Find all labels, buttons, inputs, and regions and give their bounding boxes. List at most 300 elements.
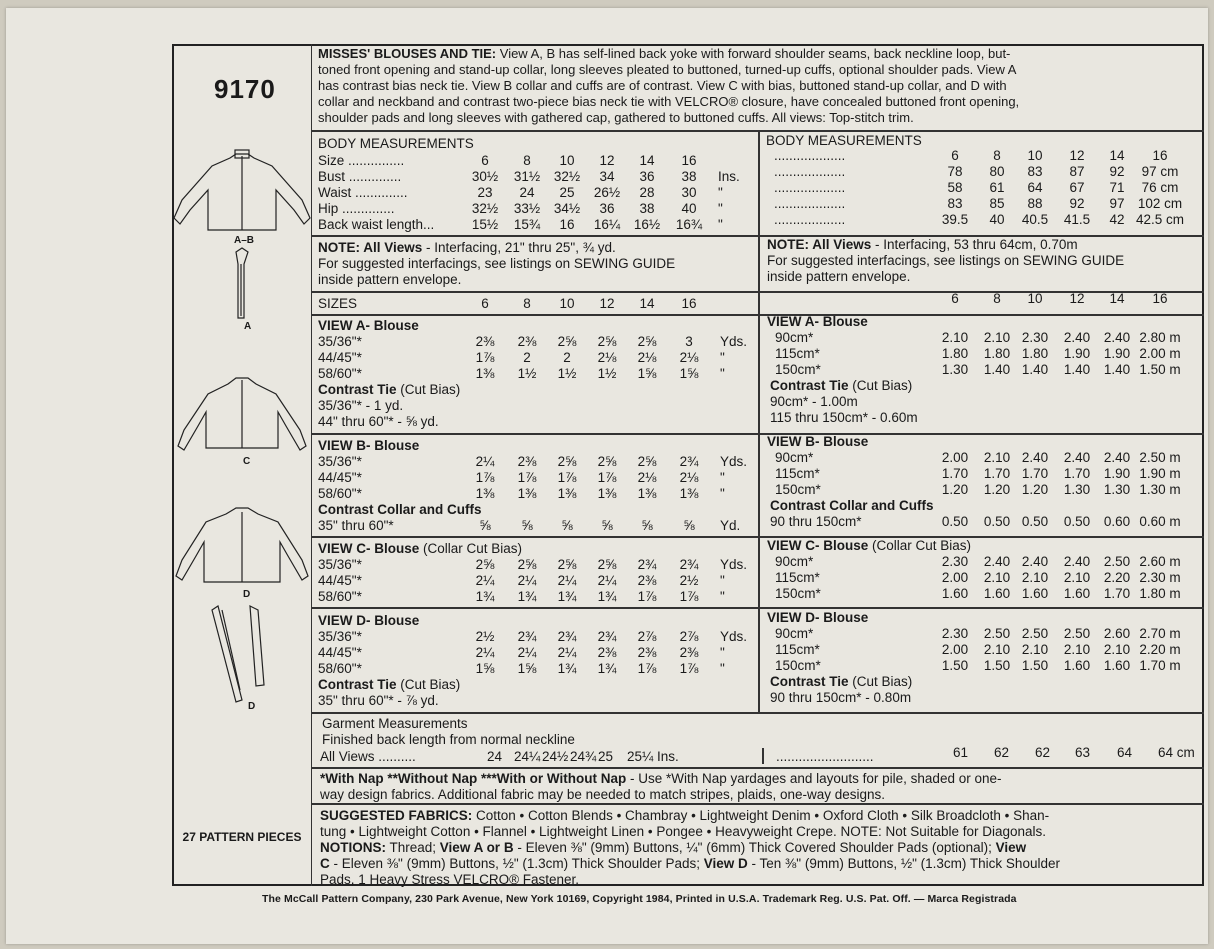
fabric-width: 44/45"*: [318, 350, 362, 365]
yardage-value: 2¼: [557, 645, 577, 660]
measurement-value: 83: [1027, 164, 1043, 179]
garment-length-value: 62: [994, 745, 1010, 760]
text: - Use *With Nap yardages and layouts for pile, shaded or one-: [626, 771, 1002, 786]
yardage-value: 2¾: [597, 629, 617, 644]
yardage-value: 1⅜: [557, 486, 577, 501]
fabric-width: 58/60"*: [318, 661, 362, 676]
measurement-value: 38: [681, 169, 697, 184]
yardage-value: 1¾: [597, 661, 617, 676]
size-value: 8: [523, 296, 531, 311]
interfacing-note: [318, 240, 616, 255]
view-heading: [318, 318, 419, 333]
meterage-value: 2.00 m: [1139, 346, 1181, 361]
measurement-value: 30½: [471, 169, 499, 184]
measurement-value: 61: [989, 180, 1005, 195]
bold-text: Contrast Tie: [318, 382, 397, 397]
meterage-value: 1.60: [1063, 658, 1091, 673]
contrast-line: [318, 398, 403, 413]
yardage-value: 1⅞: [517, 470, 537, 485]
tie-a-icon: [236, 248, 248, 318]
fabric-width: 90cm*: [775, 330, 814, 345]
measurement-value: 6: [481, 153, 489, 168]
bold-text: Contrast Tie: [318, 677, 397, 692]
meterage-value: 1.90: [1103, 346, 1131, 361]
text: - Ten ⅜" (9mm) Buttons, ½" (1.3cm) Thick Shoulder: [747, 856, 1060, 871]
fabric-width: 150cm*: [775, 658, 821, 673]
view-heading: [767, 434, 868, 449]
yardage-value: 1¾: [557, 661, 577, 676]
measurement-value: 33½: [513, 201, 541, 216]
measurement-value: 8: [993, 148, 1001, 163]
meterage-value: 2.10: [1021, 642, 1049, 657]
meterage-value: 2.50: [1063, 626, 1091, 641]
body-measurements-heading: BODY MEASUREMENTS: [766, 133, 922, 148]
measurement-value: 38: [639, 201, 655, 216]
measurement-value: 87: [1069, 164, 1085, 179]
meterage-value: 1.30: [1063, 482, 1091, 497]
unit: Yds.: [720, 334, 748, 349]
yardage-value: 2⅛: [679, 470, 699, 485]
garment-measurements-heading: Garment Measurements: [322, 716, 468, 731]
unit: ": [720, 366, 725, 381]
measurement-value: 40: [681, 201, 697, 216]
measurement-value: 40: [989, 212, 1005, 227]
yardage-value: 2⅝: [637, 454, 657, 469]
notions: [320, 856, 1060, 871]
yardage-value: 2: [523, 350, 531, 365]
text: inside pattern envelope.: [767, 269, 911, 284]
contrast-line: [770, 410, 918, 425]
fabric-width: 58/60"*: [318, 486, 362, 501]
yardage-value: 2⅜: [679, 645, 699, 660]
unit: Yds.: [720, 629, 748, 644]
measurement-value: 76 cm: [1141, 180, 1179, 195]
fabric-width: 35" thru 60"*: [318, 518, 394, 533]
measurement-value: 88: [1027, 196, 1043, 211]
text: (Cut Bias): [848, 674, 913, 689]
yardage-value: 2⅜: [637, 573, 657, 588]
size-value: 6: [951, 291, 959, 306]
meterage-value: 1.40: [983, 362, 1011, 377]
unit: Yds.: [720, 454, 748, 469]
meterage-value: 2.50: [983, 626, 1011, 641]
text: - Eleven ⅜" (9mm) Buttons, ¼" (6mm) Thick Covered Shoulder Pads (optional);: [513, 840, 996, 855]
nap-note: [320, 787, 885, 802]
yardage-value: 1⅜: [475, 486, 495, 501]
meterage-value: 2.40: [1021, 450, 1049, 465]
text: Thread;: [386, 840, 440, 855]
garment-length-value: 25: [598, 749, 614, 764]
unit: ": [718, 217, 723, 232]
size-value: 12: [1069, 291, 1085, 306]
meterage-value: 2.40: [1063, 330, 1091, 345]
contrast-line: [770, 674, 912, 689]
meterage-value: 1.70: [1103, 586, 1131, 601]
yardage-value: 1⅝: [517, 661, 537, 676]
measurement-value: 83: [947, 196, 963, 211]
size-value: 8: [993, 291, 1001, 306]
fabric-width: 44/45"*: [318, 573, 362, 588]
body-measurements-heading: BODY MEASUREMENTS: [318, 136, 474, 151]
meterage-value: 2.10: [983, 570, 1011, 585]
text: Pads, 1 Heavy Stress VELCRO® Fastener.: [320, 872, 580, 887]
meterage-value: 2.00: [941, 642, 969, 657]
bold-text: **Without Nap: [387, 771, 478, 786]
text: way design fabrics. Additional fabric may be needed to match stripes, plaids, one-way designs.: [320, 787, 886, 802]
measurement-value: 71: [1109, 180, 1125, 195]
separator: [762, 748, 764, 764]
yardage-value: 2¾: [679, 557, 699, 572]
yardage-value: 2⅜: [475, 334, 495, 349]
fabric-width: 90cm*: [775, 554, 814, 569]
bold-text: VIEW C: [318, 541, 367, 556]
unit: ": [720, 645, 725, 660]
size-value: 6: [481, 296, 489, 311]
blouse-c-icon: [178, 378, 306, 450]
fabric-width: 90cm*: [775, 626, 814, 641]
yardage-value: ⅝: [521, 518, 533, 533]
meterage-value: 1.40: [1063, 362, 1091, 377]
meterage-value: 1.60: [941, 586, 969, 601]
bold-text: MISSES' BLOUSES AND TIE:: [318, 46, 497, 61]
nap-note: [320, 771, 1001, 786]
yardage-value: 2⅞: [637, 629, 657, 644]
meterage-value: 2.00: [941, 570, 969, 585]
measurement-value: 64: [1027, 180, 1043, 195]
meterage-value: 2.10: [1021, 570, 1049, 585]
bold-text: VIEW B: [318, 438, 367, 453]
meterage-value: 1.60: [983, 586, 1011, 601]
meterage-value: 2.40: [1063, 450, 1091, 465]
meterage-value: 0.50: [983, 514, 1011, 529]
yardage-value: 2⅝: [557, 557, 577, 572]
measurement-value: 15½: [471, 217, 499, 232]
yardage-value: 1¾: [517, 589, 537, 604]
meterage-value: 2.40: [1103, 450, 1131, 465]
view-label: D: [243, 589, 251, 600]
meterage-value: 2.10: [983, 642, 1011, 657]
meterage-value: 1.80: [1021, 346, 1049, 361]
yardage-value: 2¾: [557, 629, 577, 644]
bold-text: VIEW D: [767, 610, 816, 625]
yardage-value: 1½: [557, 366, 577, 381]
yardage-value: 1⅞: [679, 661, 699, 676]
yardage-value: 1⅝: [679, 366, 699, 381]
bold-text: NOTIONS:: [320, 840, 386, 855]
contrast-line: [318, 677, 460, 692]
unit: ": [718, 201, 723, 216]
pattern-number: 9170: [214, 74, 276, 104]
text: For suggested interfacings, see listings on SEWING GUIDE: [318, 256, 676, 271]
notions: [320, 872, 579, 887]
contrast-heading: Contrast Collar and Cuffs: [770, 498, 934, 513]
yardage-value: ⅝: [641, 518, 653, 533]
yardage-value: 3: [685, 334, 693, 349]
measurement-value: 26½: [593, 185, 621, 200]
bold-text: ***With or Without Nap: [481, 771, 627, 786]
yardage-value: 2⅜: [517, 334, 537, 349]
description-line: [318, 62, 1016, 77]
view-label: C: [243, 456, 251, 467]
view-label: A: [244, 321, 252, 332]
bold-text: - Blouse: [815, 434, 869, 449]
meterage-value: 1.50: [983, 658, 1011, 673]
meterage-value: 1.80: [983, 346, 1011, 361]
measurement-value: 41.5: [1063, 212, 1091, 227]
text: tung • Lightweight Cotton • Flannel • Lightweight Linen • Pongee • Heavyweight Crepe. NOTE: Not Suitable for Diagonals.: [320, 824, 1047, 839]
text: NOTE: All Views - Interfacing, 53 thru 64cm, 0.70m: [767, 237, 1078, 252]
unit: ": [720, 573, 725, 588]
measurement-value: 36: [599, 201, 615, 216]
size-value: 10: [1027, 291, 1043, 306]
meterage-value: 1.80 m: [1139, 586, 1181, 601]
view-heading: [318, 613, 419, 628]
fabric-width: 44/45"*: [318, 645, 362, 660]
yardage-value: 2¼: [557, 573, 577, 588]
garment-length-value: 62: [1035, 745, 1051, 760]
unit: Yds.: [720, 557, 748, 572]
meterage-value: 0.60: [1103, 514, 1131, 529]
text: (Cut Bias): [396, 382, 461, 397]
meterage-value: 1.60: [1103, 658, 1131, 673]
garment-length-value: 24¼: [514, 749, 541, 764]
view-label: A–B: [234, 235, 255, 246]
fabric-width: 115cm*: [775, 642, 820, 657]
meterage-value: 1.60: [1021, 586, 1049, 601]
meterage-value: 1.40: [1103, 362, 1131, 377]
meterage-value: 0.50: [1063, 514, 1091, 529]
yardage-value: 2¾: [517, 629, 537, 644]
meterage-value: 2.10: [983, 450, 1011, 465]
measurement-value: 16: [559, 217, 575, 232]
fabric-width: 35/36"*: [318, 334, 362, 349]
measurement-value: 97: [1109, 196, 1125, 211]
contrast-line: [770, 394, 858, 409]
bold-text: Contrast Tie: [770, 378, 849, 393]
bold-text: VIEW B: [767, 434, 816, 449]
yardage-value: 1¾: [475, 589, 495, 604]
fabric-width: 58/60"*: [318, 366, 362, 381]
contrast-line: [318, 693, 439, 708]
contrast-line: [318, 414, 439, 429]
yardage-value: 2¼: [517, 645, 537, 660]
yardage-value: 1⅞: [637, 661, 657, 676]
size-value: 14: [639, 296, 655, 311]
all-views-label: All Views ..........: [320, 749, 416, 764]
garment-illustrations: [172, 140, 312, 720]
measurement-label: Hip ..............: [318, 201, 395, 216]
description-line: [318, 110, 914, 125]
garment-length-value: 64: [1117, 745, 1133, 760]
text: (Cut Bias): [396, 677, 461, 692]
yardage-value: 2¼: [597, 573, 617, 588]
measurement-label: ...................: [774, 164, 846, 179]
text: (Cut Bias): [848, 378, 913, 393]
size-value: 14: [1109, 291, 1125, 306]
bold-text: - Blouse: [366, 613, 420, 628]
interfacing-note: [767, 253, 1124, 268]
sizes-heading: SIZES: [318, 296, 358, 311]
fabric-width: 115cm*: [775, 346, 820, 361]
yardage-value: 1⅞: [475, 470, 495, 485]
pattern-pieces: 27 PATTERN PIECES: [182, 830, 302, 844]
garment-length-value: 63: [1075, 745, 1091, 760]
text: 35/36"* - 1 yd.: [318, 398, 404, 413]
measurement-value: 40.5: [1021, 212, 1049, 227]
size-value: 12: [599, 296, 615, 311]
garment-length-value: 64 cm: [1158, 745, 1195, 760]
bold-text: SUGGESTED FABRICS:: [320, 808, 473, 823]
yardage-value: 2½: [475, 629, 495, 644]
measurement-value: 10: [1027, 148, 1043, 163]
publisher-footer: The McCall Pattern Company, 230 Park Avenue, New York 10169, Copyright 1984, Printed in U.S.A. Trademark Reg. U.S. Pat. Off. — Marca Registrada: [262, 893, 1017, 905]
measurement-label: ...................: [774, 180, 846, 195]
unit: ": [720, 350, 725, 365]
measurement-value: 16¼: [593, 217, 621, 232]
size-value: 10: [559, 296, 575, 311]
yardage-value: 2⅝: [597, 557, 617, 572]
suggested-fabrics: [320, 808, 1049, 823]
yardage-value: ⅝: [683, 518, 695, 533]
garment-measurements-note: Finished back length from normal neckline: [322, 732, 575, 747]
yardage-value: ⅝: [601, 518, 613, 533]
meterage-value: 2.30: [941, 626, 969, 641]
measurement-value: 78: [947, 164, 963, 179]
measurement-value: 85: [989, 196, 1005, 211]
measurement-value: 31½: [513, 169, 541, 184]
text: has contrast bias neck tie. View B collar and cuffs are of contrast. View C with bias, buttoned stand-up collar, and D with: [318, 78, 1007, 93]
text: View A, B has self-lined back yoke with forward shoulder seams, back neckline loop, but-: [496, 46, 1011, 61]
meterage-value: 1.20: [1021, 482, 1049, 497]
yardage-value: 2⅛: [637, 470, 657, 485]
measurement-value: 24: [519, 185, 535, 200]
meterage-value: 1.20: [983, 482, 1011, 497]
leader-dots: ..........................: [776, 749, 874, 764]
bold-text: *With Nap: [320, 771, 384, 786]
meterage-value: 2.40: [1103, 330, 1131, 345]
meterage-value: 2.50 m: [1139, 450, 1181, 465]
yardage-value: 2⅝: [475, 557, 495, 572]
measurement-value: 34: [599, 169, 615, 184]
meterage-value: 2.40: [983, 554, 1011, 569]
view-heading: [318, 438, 419, 453]
tie-d-icon: [212, 606, 264, 702]
interfacing-note: [318, 256, 675, 271]
yardage-value: 1¾: [557, 589, 577, 604]
measurement-value: 14: [1109, 148, 1125, 163]
yardage-value: 2⅝: [557, 454, 577, 469]
interfacing-note: [318, 272, 461, 287]
yardage-value: 1½: [517, 366, 537, 381]
yardage-value: 1¾: [597, 589, 617, 604]
bold-text: View A or B: [439, 840, 514, 855]
blouse-ab-icon: [174, 150, 310, 230]
view-heading: [318, 541, 522, 556]
measurement-value: 42: [1109, 212, 1125, 227]
bold-text: VIEW C: [767, 538, 816, 553]
view-label: D: [248, 701, 256, 712]
fabric-width: 90 thru 150cm*: [770, 514, 862, 529]
measurement-value: 12: [1069, 148, 1085, 163]
interfacing-note: [767, 269, 910, 284]
yardage-value: 1⅜: [637, 486, 657, 501]
measurement-value: 6: [951, 148, 959, 163]
meterage-value: 2.50: [1103, 554, 1131, 569]
text: - Eleven ⅜" (9mm) Buttons, ½" (1.3cm) Thick Shoulder Pads;: [329, 856, 704, 871]
view-heading: [767, 610, 868, 625]
text: 35" thru 60"* - ⅞ yd.: [318, 693, 439, 708]
yardage-value: 2⅛: [597, 350, 617, 365]
measurement-value: 8: [523, 153, 531, 168]
meterage-value: 2.00: [941, 450, 969, 465]
unit: Yd.: [720, 518, 741, 533]
garment-length-value: 24: [487, 749, 503, 764]
meterage-value: 1.50: [941, 658, 969, 673]
fabric-width: 150cm*: [775, 482, 821, 497]
bold-text: - Blouse: [366, 438, 420, 453]
meterage-value: 2.40: [1021, 554, 1049, 569]
measurement-value: 80: [989, 164, 1005, 179]
column-divider: [758, 130, 760, 712]
description-line: [318, 94, 1019, 109]
garment-length-value: 24½: [542, 749, 569, 764]
text: inside pattern envelope.: [318, 272, 462, 287]
size-value: 16: [681, 296, 697, 311]
yardage-value: 2⅝: [517, 557, 537, 572]
bold-text: VIEW D: [318, 613, 367, 628]
yardage-value: 2¾: [679, 454, 699, 469]
fabric-width: 150cm*: [775, 586, 821, 601]
meterage-value: 2.50: [1021, 626, 1049, 641]
measurement-value: 25: [559, 185, 575, 200]
meterage-value: 2.10: [983, 330, 1011, 345]
text: NOTE: All Views - Interfacing, 21" thru 25", ¾ yd.: [318, 240, 616, 255]
meterage-value: 1.70: [1063, 466, 1091, 481]
meterage-value: 1.90 m: [1139, 466, 1181, 481]
interfacing-note: [767, 237, 1078, 252]
yardage-value: 1½: [597, 366, 617, 381]
text: (Collar Cut Bias): [868, 538, 972, 553]
bold-text: - Blouse: [366, 541, 420, 556]
garment-length-value: 24¾: [570, 749, 597, 764]
fabric-width: 58/60"*: [318, 589, 362, 604]
yardage-value: 1⅞: [597, 470, 617, 485]
yardage-value: 1⅜: [597, 486, 617, 501]
measurement-value: 28: [639, 185, 655, 200]
measurement-value: 16¾: [675, 217, 703, 232]
meterage-value: 2.30: [941, 554, 969, 569]
meterage-value: 0.50: [941, 514, 969, 529]
meterage-value: 1.30: [1103, 482, 1131, 497]
meterage-value: 2.60: [1103, 626, 1131, 641]
measurement-value: 42.5 cm: [1135, 212, 1185, 227]
meterage-value: 1.70: [983, 466, 1011, 481]
measurement-value: 97 cm: [1141, 164, 1179, 179]
unit: ": [720, 589, 725, 604]
meterage-value: 2.20 m: [1139, 642, 1181, 657]
measurement-value: 16: [1152, 148, 1168, 163]
measurement-value: 67: [1069, 180, 1085, 195]
yardage-value: 2⅜: [637, 645, 657, 660]
meterage-value: 1.60: [1063, 586, 1091, 601]
measurement-label: ...................: [774, 196, 846, 211]
measurement-value: 30: [681, 185, 697, 200]
unit: ": [718, 185, 723, 200]
meterage-value: 1.30: [941, 362, 969, 377]
yardage-value: 2¼: [517, 573, 537, 588]
blouse-d-icon: [176, 508, 308, 582]
fabric-width: 115cm*: [775, 466, 820, 481]
